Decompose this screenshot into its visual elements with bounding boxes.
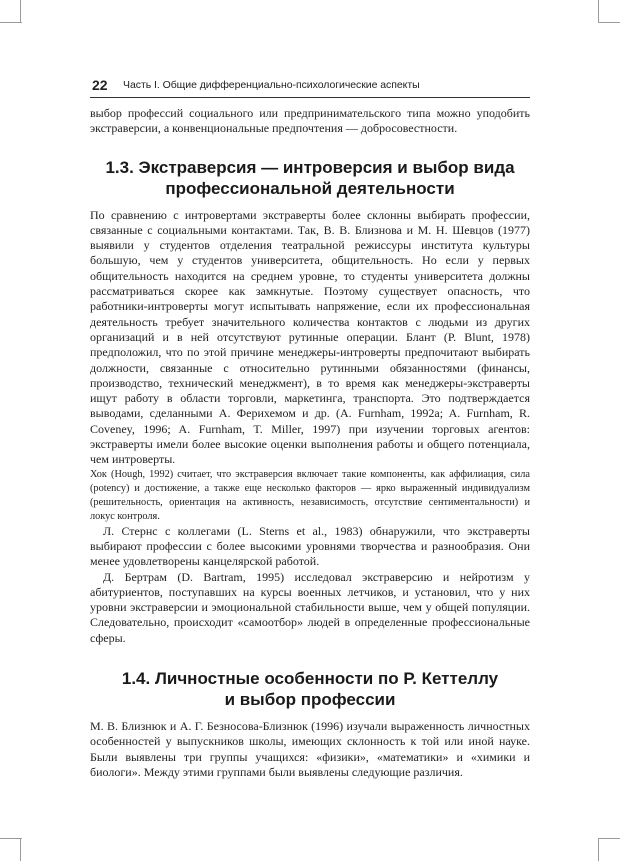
page-number: 22 (92, 77, 108, 93)
section-heading-1-4-line1: 1.4. Личностные особенности по Р. Кеттеллу (121, 669, 499, 689)
page-body (90, 106, 530, 780)
section-heading-1-4 (90, 668, 530, 710)
header-rule (90, 97, 530, 98)
crop-mark-bottom-left (20, 839, 21, 861)
section-1-3-note: Хок (Hough, 1992) считает, что экстраверсия включает такие компоненты, как аффилиация, сила (potency) и достижение, а также еще несколько факторов — ярко выраженный индивидуализм (решительность, ориентация на активность, независимость, отсутствие сентиментальности) и локус контроля. (90, 468, 530, 522)
section-heading-1-3-line1: 1.3. Экстраверсия — интроверсия и выбор вида (105, 157, 515, 177)
running-title: Часть I. Общие дифференциально-психологические аспекты (123, 79, 420, 91)
section-heading-1-4-line2: и выбор профессии (224, 690, 396, 710)
section-heading-1-3-line2: профессиональной деятельности (165, 178, 455, 198)
crop-mark-bottom-right-horizontal (598, 838, 620, 839)
crop-mark-top-left-horizontal (0, 22, 22, 23)
section-1-4-paragraph-1: М. В. Близнюк и А. Г. Безносова-Близнюк (1996) изучали выраженность личностных особенностей у выпускников школы, имеющих склонность к той или иной науке. Были выявлены три группы учащихся: «физики», «математики» и «химики и биологи». Между этими группами были выявлены следующие различия. (90, 719, 530, 779)
crop-mark-top-left (20, 0, 21, 22)
section-1-3-paragraph-1: По сравнению с интровертами экстраверты более склонны выбирать профессии, связанные с социальными контактами. Так, В. В. Близнова и М. Н. Шевцов (1977) выявили у студентов отделения театральной режиссуры института культуры большую, чем у студентов университета, общительность. Но если у первых общительность находится на среднем уровне, то студенты университета должны рассматриваться скорее как замкнутые. Поэтому существует опасность, что работники-интроверты могут испытывать напряжение, если их профессиональная деятельность требует значительного количества контактов с людьми из других организаций и в ней отсутствуют рутинные операции. Блант (P. Blunt, 1978) предположил, что по этой причине менеджеры-интроверты предпочитают выбирать должности, связанные с относительно рутинными обязанностями (финансы, производство, технический менеджмент), в то время как менеджеры-экстраверты ищут работу в области торговли, маркетинга, транспорта. Это подтверждается выводами, сделанными А. Ферихемом и др. (A. Furnham, 1992a; A. Furnham, R. Coveney, 1996; A. Furnham, T. Miller, 1997) при изучении торговых агентов: экстраверты имели более высокие оценки выполнения работы и общего потенциала, чем интроверты. (90, 207, 530, 467)
crop-mark-bottom-right (598, 839, 599, 861)
crop-mark-top-right (598, 0, 599, 22)
crop-mark-bottom-left-horizontal (0, 838, 22, 839)
section-1-3-paragraph-3: Д. Бертрам (D. Bartram, 1995) исследовал экстраверсию и нейротизм у абитуриентов, поступавших на курсы военных летчиков, и установил, что у них уровни экстраверсии и эмоциональной стабильности выше, чем у общей популяции. Следовательно, происходит «самоотбор» людей в определенные профессиональные сферы. (90, 569, 530, 645)
section-1-3-paragraph-2: Л. Стернс с коллегами (L. Sterns et al., 1983) обнаружили, что экстраверты выбирают профессии с более высокими уровнями творчества и разнообразия. Они менее удовлетворены канцелярской работой. (90, 523, 530, 569)
crop-mark-top-right-horizontal (598, 22, 620, 23)
section-heading-1-3 (90, 157, 530, 199)
intro-paragraph: выбор профессий социального или предпринимательского типа можно уподобить экстраверсии, а конвенциональные предпочтения — добросовестности. (90, 106, 530, 136)
running-header (90, 72, 530, 94)
